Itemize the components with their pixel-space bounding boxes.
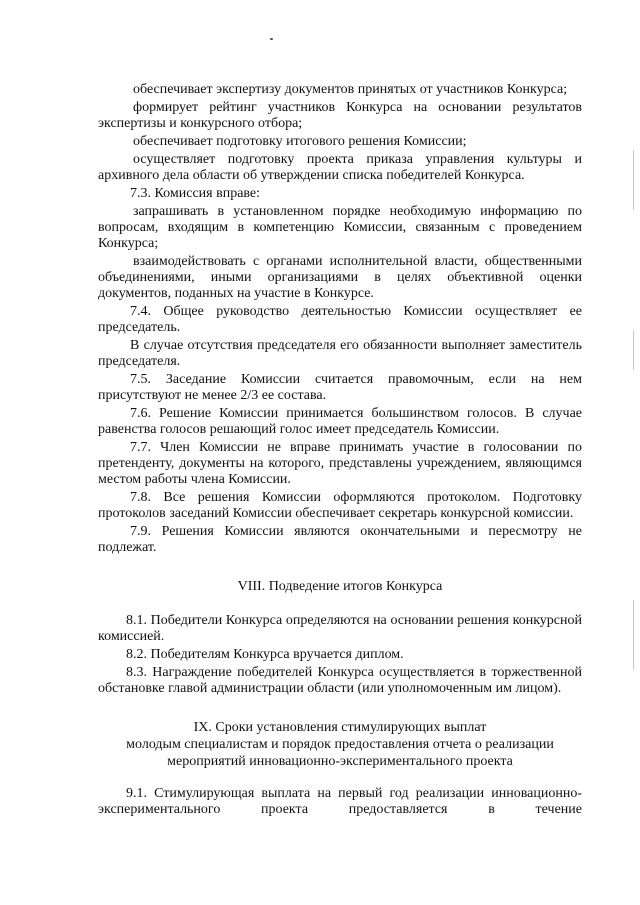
paragraph: 7.4. Общее руководство деятельностью Комиссии осуществляет ее председатель. bbox=[98, 304, 582, 335]
paragraph: обеспечивает экспертизу документов принятых от участников Конкурса; bbox=[133, 82, 568, 97]
paragraph: 9.1. Стимулирующая выплата на первый год реализации инновационно-экспериментального проекта предоставляется в течение bbox=[98, 786, 582, 817]
section-heading-9-line-2: молодым специалистам и порядок предоставления отчета о реализации bbox=[126, 737, 554, 752]
paragraph: взаимодействовать с органами исполнительной власти, общественными объединениями, иными организациями в целях объективной оценки документов, поданных на участие в Конкурсе. bbox=[98, 254, 582, 301]
scan-artifact bbox=[270, 38, 273, 40]
scan-edge-mark bbox=[633, 600, 634, 670]
section-heading-9-line-3: мероприятий инновационно-экспериментального проекта bbox=[167, 754, 513, 769]
scan-edge-mark bbox=[633, 330, 634, 370]
paragraph: 7.3. Комиссия вправе: bbox=[130, 186, 261, 201]
paragraph: 8.1. Победители Конкурса определяются на основании решения конкурсной комиссией. bbox=[98, 613, 582, 644]
paragraph: формирует рейтинг участников Конкурса на основании результатов экспертизы и конкурсного отбора; bbox=[98, 100, 582, 131]
document-body bbox=[98, 82, 582, 820]
paragraph: 7.6. Решение Комиссии принимается большинством голосов. В случае равенства голосов решающий голос имеет председатель Комиссии. bbox=[98, 406, 582, 437]
paragraph: 7.7. Член Комиссии не вправе принимать участие в голосовании по претенденту, документы на которого, представлены учреждением, являющимся местом работы члена Комиссии. bbox=[98, 440, 582, 487]
paragraph: В случае отсутствия председателя его обязанности выполняет заместитель председателя. bbox=[98, 338, 582, 369]
paragraph: запрашивать в установленном порядке необходимую информацию по вопросам, входящим в компетенцию Комиссии, связанным с проведением Конкурса; bbox=[98, 204, 582, 251]
paragraph: осуществляет подготовку проекта приказа управления культуры и архивного дела области об утверждении списка победителей Конкурса. bbox=[98, 152, 582, 183]
section-heading-9-line-1: IX. Сроки установления стимулирующих выплат bbox=[193, 720, 487, 735]
paragraph: 7.9. Решения Комиссии являются окончательными и пересмотру не подлежат. bbox=[98, 524, 582, 555]
scan-edge-mark bbox=[633, 150, 634, 210]
paragraph: 7.8. Все решения Комиссии оформляются протоколом. Подготовку протоколов заседаний Комиссии обеспечивает секретарь конкурсной комиссии. bbox=[98, 490, 582, 521]
paragraph: 7.5. Заседание Комиссии считается правомочным, если на нем присутствуют не менее 2/3 ее состава. bbox=[98, 372, 582, 403]
section-heading-8: VIII. Подведение итогов Конкурса bbox=[237, 579, 443, 594]
paragraph: 8.3. Награждение победителей Конкурса осуществляется в торжественной обстановке главой администрации области (или уполномоченным им лицом). bbox=[98, 665, 582, 696]
paragraph: 8.2. Победителям Конкурса вручается диплом. bbox=[126, 647, 404, 662]
paragraph: обеспечивает подготовку итогового решения Комиссии; bbox=[133, 134, 467, 149]
